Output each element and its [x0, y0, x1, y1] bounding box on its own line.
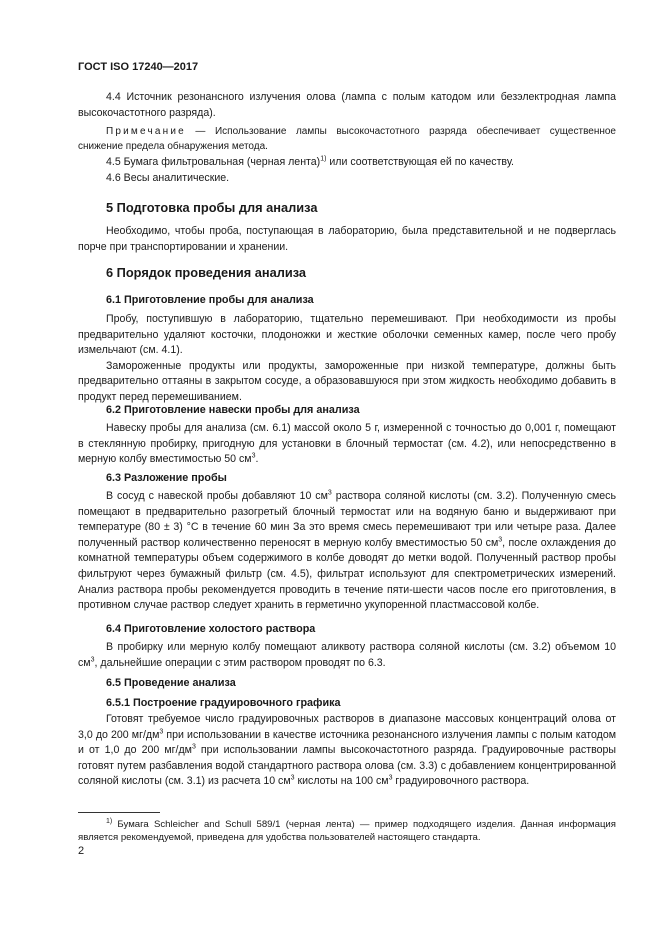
item-4-4-text: 4.4 Источник резонансного излучения олова (лампа с полым катодом или безэлектродная лампа высокочастотного разряда).: [78, 91, 616, 119]
item-4-6: [78, 171, 616, 187]
note-label: Примечание: [106, 126, 186, 137]
standard-header: ГОСТ ISO 17240—2017: [78, 61, 199, 73]
superscript: 3: [327, 489, 332, 497]
section-6-4-text-b: , дальнейшие операции с этим раствором проводят по 6.3.: [94, 656, 386, 669]
section-6-2-body: [78, 421, 616, 468]
footnote: [78, 818, 616, 844]
footnote-divider: [78, 812, 160, 813]
section-6-5-1-text-b: при использовании в качестве источника резонансного излучения лампы с полым катодом и от 1,0 до 200 мг/дм: [78, 728, 616, 757]
section-6-3-text-b: раствора соляной кислоты (см. 3.2). Полученную смесь помещают в предварительно разогретый блочный термостат или на водяную баню и выдерживают при температуре (80 ± 3) °С в течение 60 мин За это время смесь перемешивают три или четыре раза. Далее полученный раствор количественно переносят в мерную колбу вместимостью 50 см: [78, 490, 616, 549]
section-6-5-1-text-e: градуировочного раствора.: [392, 775, 530, 788]
section-6-4-text-a: В пробирку или мерную колбу помещают аликвоту раствора соляной кислоты (см. 3.2) объемом 10 см: [78, 641, 616, 669]
section-6-2-text-a: Навеску пробы для анализа (см. 6.1) массой около 5 г, измеренной с точностью до 0,001 г, помещают в стеклянную пробирку, пригодную для установки в блочный термостат (см. 4.2), или непосредственно в мерную колбу вместимостью 50 см: [78, 422, 616, 466]
item-4-4: [78, 90, 616, 121]
footnote-ref: 1): [320, 155, 327, 163]
section-6-2-text-b: .: [255, 453, 259, 466]
section-6-heading: 6 Порядок проведения анализа: [106, 265, 307, 280]
superscript: 3: [290, 774, 295, 782]
section-6-5-heading: 6.5 Проведение анализа: [106, 677, 236, 689]
footnote-text: Бумага Schleicher and Schull 589/1 (черная лента) — пример подходящего изделия. Данная информация является рекомендуемой, приведена для удобства пользователей настоящего стандарта.: [78, 819, 616, 844]
item-4-6-text: 4.6 Весы аналитические.: [106, 172, 230, 184]
item-4-5: [78, 155, 616, 171]
page-number: 2: [78, 845, 85, 857]
section-5-body: [78, 224, 616, 255]
section-6-3-heading: 6.3 Разложение пробы: [106, 472, 227, 484]
section-6-1-body: [78, 312, 616, 406]
section-6-5-1-text-d: кислоты на 100 см: [294, 775, 389, 788]
section-6-3-text-c: , после охлаждения до комнатной температуры объем содержимого в колбе доводят до метки водой. Полученный раствор пробы фильтруют через бумажный фильтр (см. 4.5), фильтрат используют для спектрометрических измерений. Анализ раствора пробы рекомендуется проводить в течение пяти-шести часов после его приготовления, в противном случае раствор следует хранить в герметично укупоренной пластмассовой колбе.: [78, 536, 616, 612]
section-5-heading: 5 Подготовка пробы для анализа: [106, 200, 318, 215]
section-6-5-1-body: [78, 712, 616, 790]
section-6-5-1-text-a: Готовят требуемое число градуировочных растворов в диапазоне массовых концентраций олова от 3,0 до 200 мг/дм: [78, 713, 616, 741]
superscript: 3: [191, 743, 196, 751]
note-text: — Использование лампы высокочастотного разряда обеспечивает существенное снижение предела обнаружения метода.: [78, 126, 616, 152]
footnote-marker: 1): [106, 817, 113, 825]
superscript: 3: [90, 656, 95, 664]
section-6-4-heading: 6.4 Приготовление холостого раствора: [106, 623, 316, 635]
section-6-1-paragraph-1: Пробу, поступившую в лабораторию, тщательно перемешивают. При необходимости из пробы предварительно удаляют косточки, плодоножки и жесткие оболочки семенных камер, после чего пробу измельчают (см. 4.1).: [78, 313, 616, 357]
superscript: 3: [498, 536, 503, 544]
section-6-2-heading: 6.2 Приготовление навески пробы для анализа: [106, 404, 360, 416]
superscript: 3: [388, 774, 393, 782]
section-5-text: Необходимо, чтобы проба, поступающая в лабораторию, была представительной и не подверглась порче при транспортировании и хранении.: [78, 225, 616, 253]
section-6-4-body: [78, 640, 616, 671]
note-4-4: [78, 124, 616, 154]
section-6-1-heading: 6.1 Приготовление пробы для анализа: [106, 294, 314, 306]
section-6-3-body: [78, 489, 616, 614]
superscript: 3: [159, 728, 164, 736]
section-6-3-text-a: В сосуд с навеской пробы добавляют 10 см: [106, 490, 328, 502]
section-6-1-paragraph-2: Замороженные продукты или продукты, замороженные при низкой температуре, должны быть предварительно оттаяны в закрытом сосуде, а образовавшуюся при этом жидкость необходимо добавить в продукт перед перемешиванием.: [78, 359, 616, 403]
section-6-5-1-text-c: при использовании лампы высокочастотного разряда. Градуировочные растворы готовят путем разбавления водой стандартного раствора олова (см. 3.3) с добавлением концентрированной соляной кислоты (см. 3.1) из расчета 10 см: [78, 744, 616, 788]
superscript: 3: [251, 452, 256, 460]
section-6-5-1-heading: 6.5.1 Построение градуировочного графика: [106, 697, 341, 709]
item-4-5-text-b: или соответствующая ей по качеству.: [326, 156, 514, 168]
item-4-5-text-a: 4.5 Бумага фильтровальная (черная лента): [106, 156, 321, 168]
